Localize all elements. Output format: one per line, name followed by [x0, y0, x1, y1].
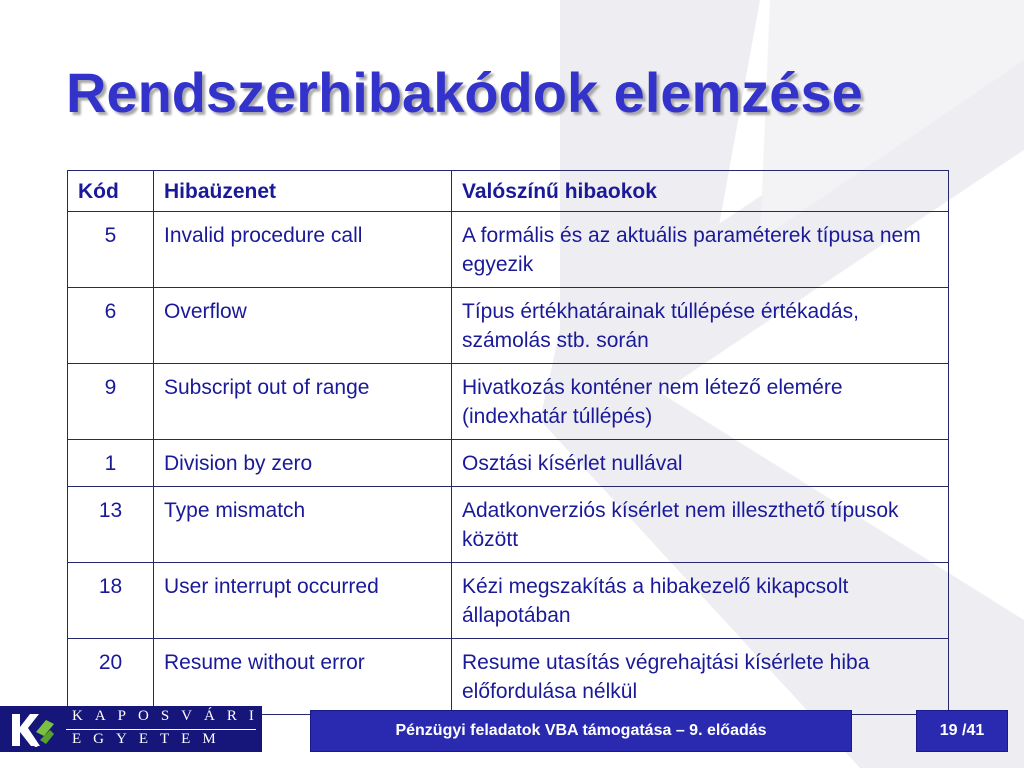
- logo-text-line2: EGYETEM: [72, 731, 228, 747]
- cell-code: 9: [68, 364, 154, 440]
- cell-message: Overflow: [154, 288, 452, 364]
- cell-cause: A formális és az aktuális paraméterek típusa nem egyezik: [452, 212, 949, 288]
- footer-course-title: Pénzügyi feladatok VBA támogatása – 9. előadás: [310, 710, 852, 752]
- cell-cause: Kézi megszakítás a hibakezelő kikapcsolt állapotában: [452, 563, 949, 639]
- cell-message: Division by zero: [154, 440, 452, 487]
- university-logo: [0, 706, 266, 752]
- cell-code: 20: [68, 639, 154, 715]
- table-row: [68, 487, 949, 563]
- university-emblem-icon: [6, 710, 56, 750]
- table-row: [68, 639, 949, 715]
- cell-cause: Adatkonverziós kísérlet nem illeszthető típusok között: [452, 487, 949, 563]
- slide-title: Rendszerhibakódok elemzése: [66, 61, 863, 124]
- header-cause: Valószínű hibaokok: [452, 171, 949, 212]
- cell-code: 18: [68, 563, 154, 639]
- table-row: [68, 563, 949, 639]
- cell-code: 5: [68, 212, 154, 288]
- error-code-table: [67, 170, 949, 715]
- table-row: [68, 364, 949, 440]
- cell-message: Subscript out of range: [154, 364, 452, 440]
- cell-message: User interrupt occurred: [154, 563, 452, 639]
- cell-cause: Osztási kísérlet nullával: [452, 440, 949, 487]
- cell-cause: Resume utasítás végrehajtási kísérlete hiba előfordulása nélkül: [452, 639, 949, 715]
- cell-code: 6: [68, 288, 154, 364]
- cell-message: Type mismatch: [154, 487, 452, 563]
- cell-code: 13: [68, 487, 154, 563]
- cell-code: 1: [68, 440, 154, 487]
- table-row: [68, 288, 949, 364]
- logo-divider: [66, 729, 256, 730]
- header-code: Kód: [68, 171, 154, 212]
- cell-message: Invalid procedure call: [154, 212, 452, 288]
- header-message: Hibaüzenet: [154, 171, 452, 212]
- table-row: [68, 440, 949, 487]
- cell-message: Resume without error: [154, 639, 452, 715]
- cell-cause: Hivatkozás konténer nem létező elemére (indexhatár túllépés): [452, 364, 949, 440]
- page-number: 19 /41: [916, 710, 1008, 752]
- table-header-row: [68, 171, 949, 212]
- cell-cause: Típus értékhatárainak túllépése értékadás, számolás stb. során: [452, 288, 949, 364]
- table-row: [68, 212, 949, 288]
- logo-text-line1: KAPOSVÁRI: [72, 708, 266, 724]
